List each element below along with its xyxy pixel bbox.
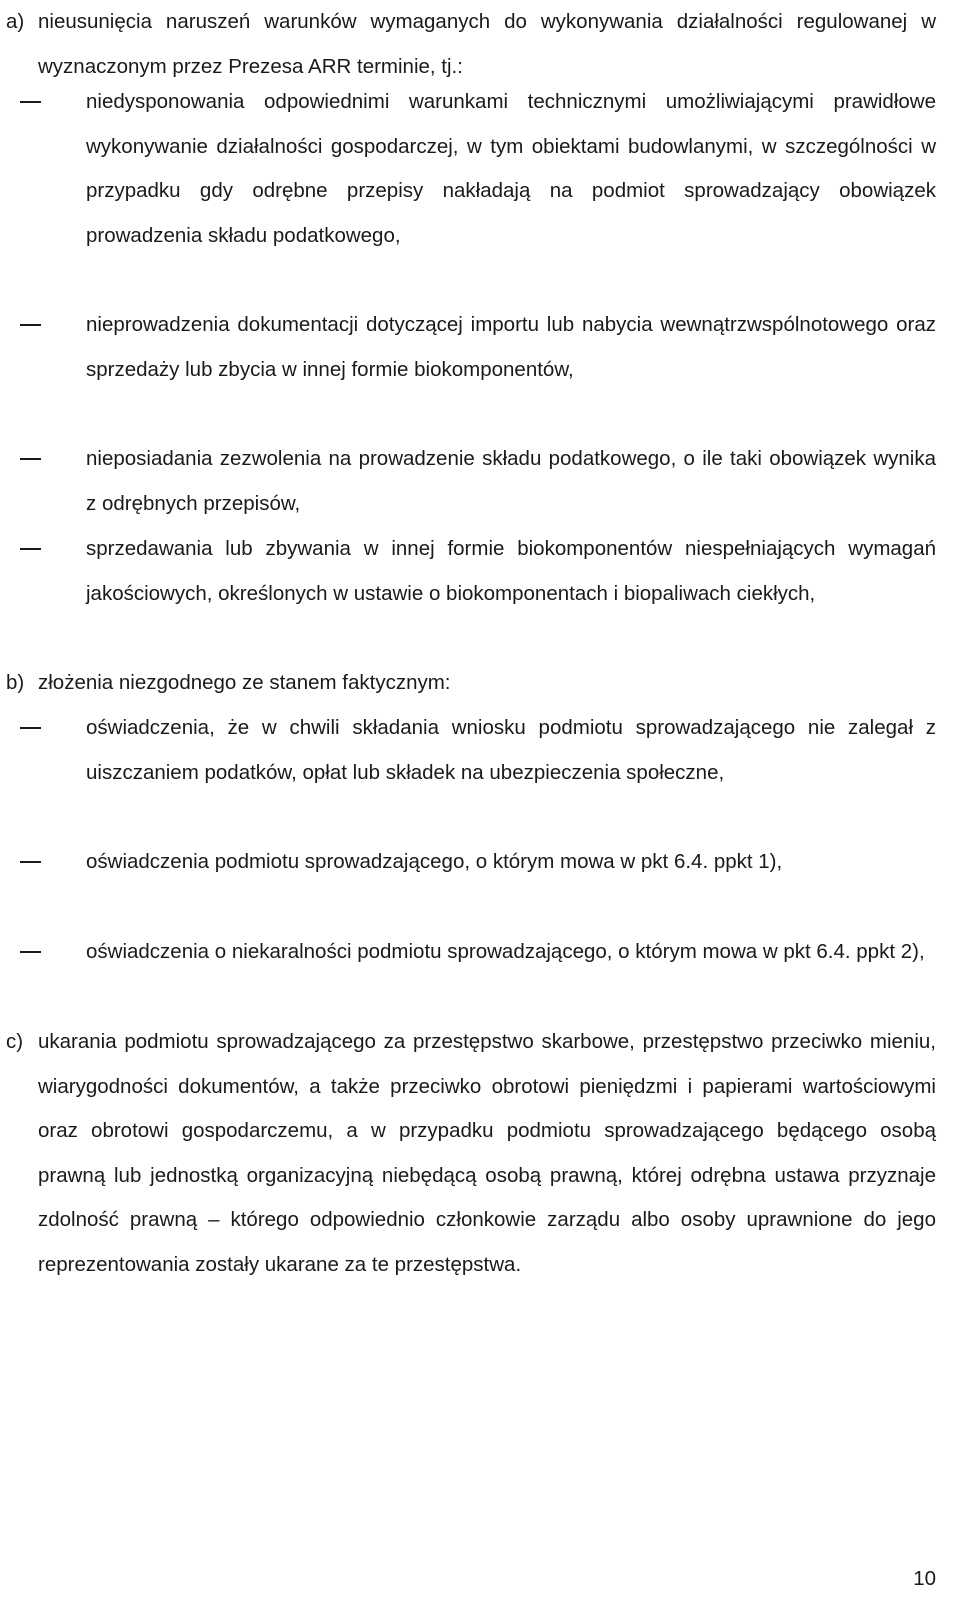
sub-item-a-4 [20, 527, 936, 616]
dash-bullet [20, 548, 41, 550]
list-marker-c: c) [6, 1030, 24, 1053]
sub-item-text: oświadczenia, że w chwili składania wniosku podmiotu sprowadzającego nie zalegał z uiszczaniem podatków, opłat lub składek na ubezpieczenia społeczne, [86, 716, 936, 784]
sub-item-b-1 [20, 706, 936, 795]
page-number: 10 [913, 1567, 936, 1590]
list-item-c [6, 1020, 936, 1287]
list-item-text-b: złożenia niezgodnego ze stanem faktycznym: [38, 671, 451, 694]
sub-item-text: sprzedawania lub zbywania w innej formie biokomponentów niespełniających wymagań jakościowych, określonych w ustawie o biokomponentach i biopaliwach ciekłych, [86, 537, 936, 605]
dash-bullet [20, 458, 41, 460]
dash-bullet [20, 861, 41, 863]
sub-item-text: nieprowadzenia dokumentacji dotyczącej importu lub nabycia wewnątrzwspólnotowego oraz sprzedaży lub zbycia w innej formie biokomponentów, [86, 313, 936, 381]
list-marker-a: a) [6, 10, 25, 33]
sub-item-a-3 [20, 437, 936, 526]
list-item-text-c: ukarania podmiotu sprowadzającego za przestępstwo skarbowe, przestępstwo przeciwko mieniu, wiarygodności dokumentów, a także przeciwko obrotowi pieniędzmi i papierami wartościowymi oraz obrotowi gospodarczemu, a w przypadku podmiotu sprowadzającego będącego osobą prawną lub jednostką organizacyjną niebędącą osobą prawną, której odrębna ustawa przyznaje zdolność prawną – którego odpowiednio członkowie zarządu albo osoby uprawnione do jego reprezentowania zostały ukarane za te przestępstwa. [38, 1030, 936, 1276]
list-item-b [6, 661, 936, 706]
sub-item-b-3 [20, 930, 936, 975]
dash-bullet [20, 727, 41, 729]
sub-item-a-2 [20, 303, 936, 392]
sub-item-text: niedysponowania odpowiednimi warunkami technicznymi umożliwiającymi prawidłowe wykonywanie działalności gospodarczej, w tym obiektami budowlanymi, w szczególności w przypadku gdy odrębne przepisy nakładają na podmiot sprowadzający obowiązek prowadzenia składu podatkowego, [86, 90, 936, 247]
sub-item-b-2 [20, 840, 936, 885]
list-item-a [6, 0, 936, 89]
dash-bullet [20, 951, 41, 953]
sub-item-text: oświadczenia podmiotu sprowadzającego, o którym mowa w pkt 6.4. ppkt 1), [86, 850, 783, 873]
list-item-text-a: nieusunięcia naruszeń warunków wymaganych do wykonywania działalności regulowanej w wyznaczonym przez Prezesa ARR terminie, tj.: [38, 10, 936, 78]
dash-bullet [20, 324, 41, 326]
sub-item-text: oświadczenia o niekaralności podmiotu sprowadzającego, o którym mowa w pkt 6.4. ppkt 2), [86, 940, 925, 963]
list-marker-b: b) [6, 671, 25, 694]
sub-item-a-1 [20, 80, 936, 258]
sub-item-text: nieposiadania zezwolenia na prowadzenie składu podatkowego, o ile taki obowiązek wynika z odrębnych przepisów, [86, 447, 936, 515]
dash-bullet [20, 101, 41, 103]
